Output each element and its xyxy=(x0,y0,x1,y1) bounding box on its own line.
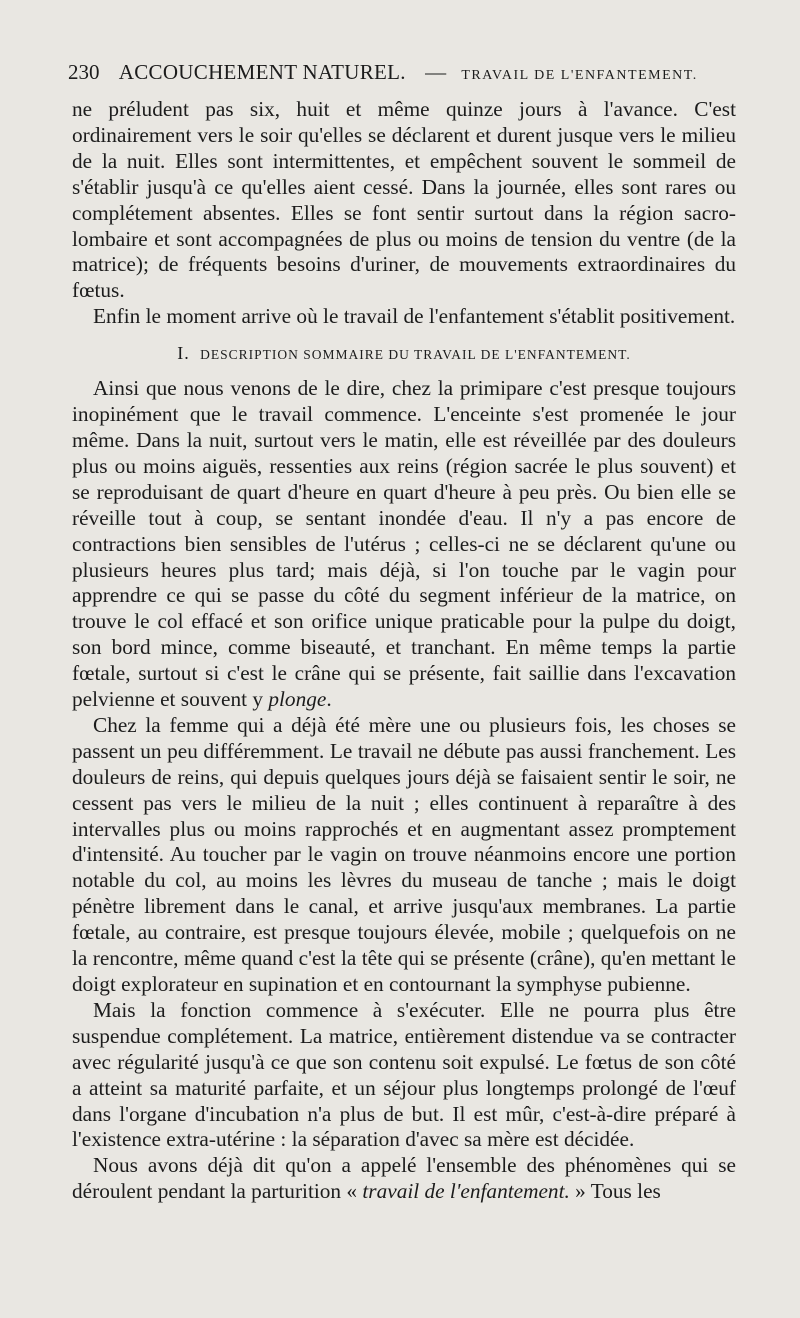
italic-term: plonge xyxy=(268,687,327,712)
running-header xyxy=(68,60,734,85)
paragraph xyxy=(72,1153,736,1205)
paragraph-text: Ainsi que nous venons de le dire, chez la primipare c'est presque toujours inopinément que le travail commence. L'enceinte s'est promenée le jour même. Dans la nuit, surtout vers le matin, elle est réveillée par des douleurs plus ou moins aiguës, ressenties aux reins (région sacrée le plus souvent) et se reproduisant de quart d'heure en quart d'heure à peu près. Ou bien elle se réveille tout à coup, se sentant inondée d'eau. Il n'y a pas encore de contractions bien sensibles de l'utérus ; celles-ci ne se déclarent qu'une ou plusieurs heures plus tard; mais déjà, si l'on touche par le vagin pour apprendre ce qui se passe du côté du segment inférieur de la matrice, on trouve le col effacé et son orifice unique praticable pour la pulpe du doigt, son bord mince, comme biseauté, et tranchant. En même temps la partie fœtale, surtout si c'est le crâne qui se présente, fait saillie dans l'excavation pelvienne et souvent y xyxy=(72,376,736,712)
paragraph xyxy=(72,376,736,713)
italic-term: travail de l'enfantement. xyxy=(362,1179,570,1204)
running-title: ACCOUCHEMENT NATUREL. xyxy=(118,60,406,84)
paragraph: Enfin le moment arrive où le travail de l'enfantement s'établit positivement. xyxy=(93,304,736,329)
running-section-title: TRAVAIL DE L'ENFANTEMENT. xyxy=(461,68,698,83)
paragraph-text: Nous avons déjà dit qu'on a appelé l'ensemble des phénomènes qui se déroulent pendant la parturition « xyxy=(72,1153,736,1204)
paragraph-text: . xyxy=(326,687,332,712)
section-heading xyxy=(72,342,736,366)
paragraph: Chez la femme qui a déjà été mère une ou plusieurs fois, les choses se passent un peu différemment. Le travail ne débute pas aussi franchement. Les douleurs de reins, qui depuis quelques jours déjà se faisaient sentir le soir, ne cessent pas vers le milieu de la nuit ; elles continuent à reparaître à des intervalles plus ou moins rapprochés et en augmentant assez promptement d'intensité. Au toucher par le vagin on trouve néanmoins encore une portion notable du col, au moins les lèvres du museau de tanche ; mais le doigt pénètre librement dans le canal, et arrive jusqu'aux membranes. La partie fœtale, au contraire, est presque toujours élevée, mobile ; quelquefois on ne la rencontre, même quand c'est la tête qui se présente (crâne), qu'en mettant le doigt explorateur en supination et en contournant la symphyse pubienne. xyxy=(72,712,736,996)
section-number: I. xyxy=(177,343,190,364)
page-body xyxy=(72,97,736,1205)
paragraph-continued: ne préludent pas six, huit et même quinze jours à l'avance. C'est ordinairement vers le soir qu'elles se déclarent et durent jusque vers le milieu de la nuit. Elles sont intermittentes, et empêchent souvent le sommeil de s'établir jusqu'à ce qu'elles aient cessé. Dans la journée, elles sont rares ou complétement absentes. Elles se font sentir surtout dans la région sacro-lombaire et sont accompagnées de plus ou moins de tension du ventre (de la matrice); de fréquents besoins d'uriner, de mouvements extraordinaires du fœtus. xyxy=(72,97,736,303)
paragraph: Mais la fonction commence à s'exécuter. Elle ne pourra plus être suspendue complétement. La matrice, entièrement distendue va se contracter avec régularité jusqu'à ce que son contenu soit expulsé. Le fœtus de son côté a atteint sa maturité parfaite, et un séjour plus longtemps prolongé de l'œuf dans l'organe d'incubation n'a plus de but. Il est mûr, c'est-à-dire préparé à l'existence extra-utérine : la séparation d'avec sa mère est décidée. xyxy=(72,997,736,1152)
paragraph-text: » Tous les xyxy=(569,1179,661,1204)
section-title: DESCRIPTION SOMMAIRE DU TRAVAIL DE L'ENFANTEMENT. xyxy=(200,347,631,363)
header-dash: — xyxy=(425,60,447,84)
page-number: 230 xyxy=(68,60,100,84)
